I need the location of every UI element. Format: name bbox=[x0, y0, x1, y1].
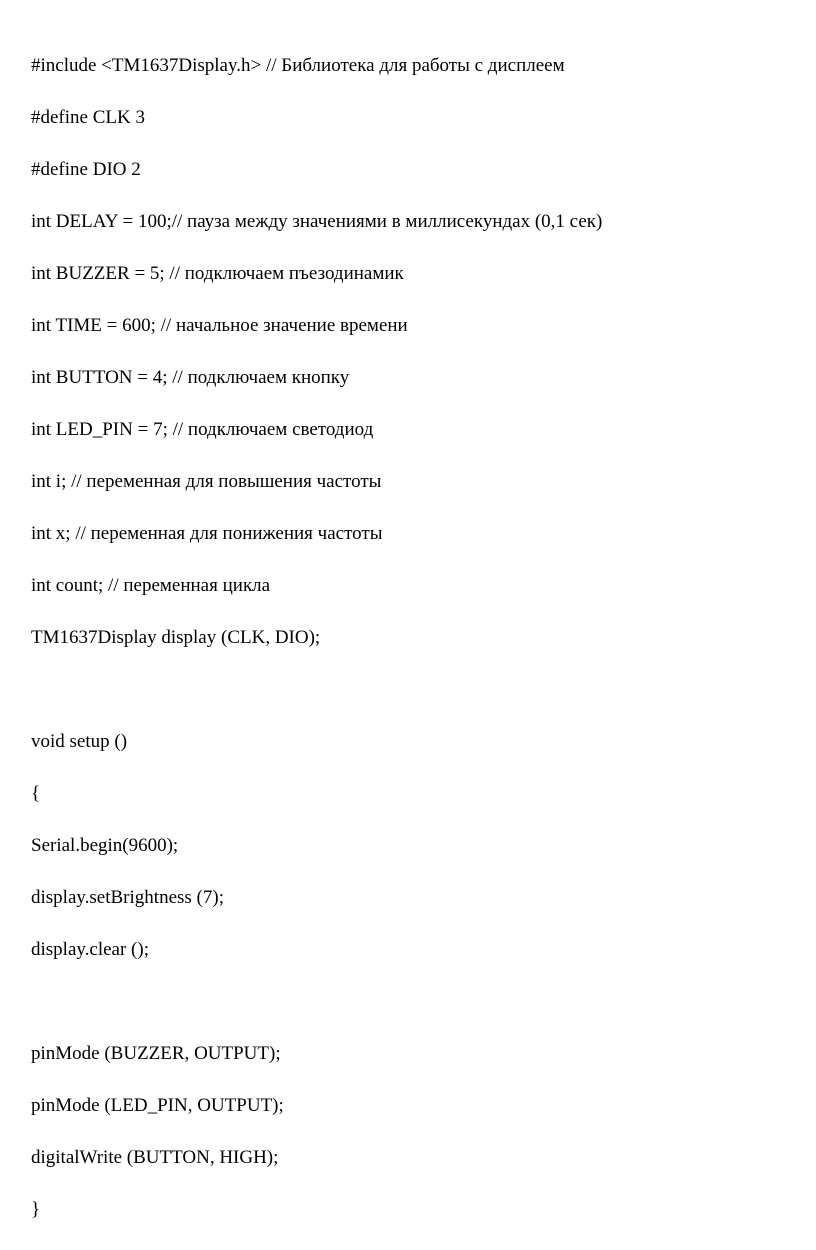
code-line-var-x: int x; // переменная для понижения частоты bbox=[31, 523, 383, 544]
code-line-buzzer: int BUZZER = 5; // подключаем пъезодинамик bbox=[31, 263, 404, 284]
code-line-close-brace: } bbox=[31, 1199, 41, 1220]
code-line-open-brace: { bbox=[31, 783, 41, 804]
code-listing bbox=[31, 52, 791, 1248]
code-line-serial-begin: Serial.begin(9600); bbox=[31, 835, 179, 856]
code-line-void-setup: void setup () bbox=[31, 731, 128, 752]
code-line-blank bbox=[31, 988, 791, 1040]
code-line-pinmode-led: pinMode (LED_PIN, OUTPUT); bbox=[31, 1095, 284, 1116]
code-line-display-clear: display.clear (); bbox=[31, 939, 149, 960]
code-line-digitalwrite-button: digitalWrite (BUTTON, HIGH); bbox=[31, 1147, 279, 1168]
code-line-var-i: int i; // переменная для повышения частоты bbox=[31, 471, 382, 492]
code-line-display-object: TM1637Display display (CLK, DIO); bbox=[31, 627, 321, 648]
code-line-define-clk: #define CLK 3 bbox=[31, 107, 145, 128]
code-line-blank bbox=[31, 676, 791, 728]
code-line-button: int BUTTON = 4; // подключаем кнопку bbox=[31, 367, 350, 388]
code-line-define-dio: #define DIO 2 bbox=[31, 159, 141, 180]
code-line-time: int TIME = 600; // начальное значение времени bbox=[31, 315, 408, 336]
code-line-led-pin: int LED_PIN = 7; // подключаем светодиод bbox=[31, 419, 374, 440]
code-line-delay: int DELAY = 100;// пауза между значениями в миллисекундах (0,1 сек) bbox=[31, 211, 603, 232]
code-line-pinmode-buzzer: pinMode (BUZZER, OUTPUT); bbox=[31, 1043, 281, 1064]
code-line-var-count: int count; // переменная цикла bbox=[31, 575, 271, 596]
code-line-include: #include <TM1637Display.h> // Библиотека для работы с дисплеем bbox=[31, 55, 565, 76]
code-line-set-brightness: display.setBrightness (7); bbox=[31, 887, 224, 908]
